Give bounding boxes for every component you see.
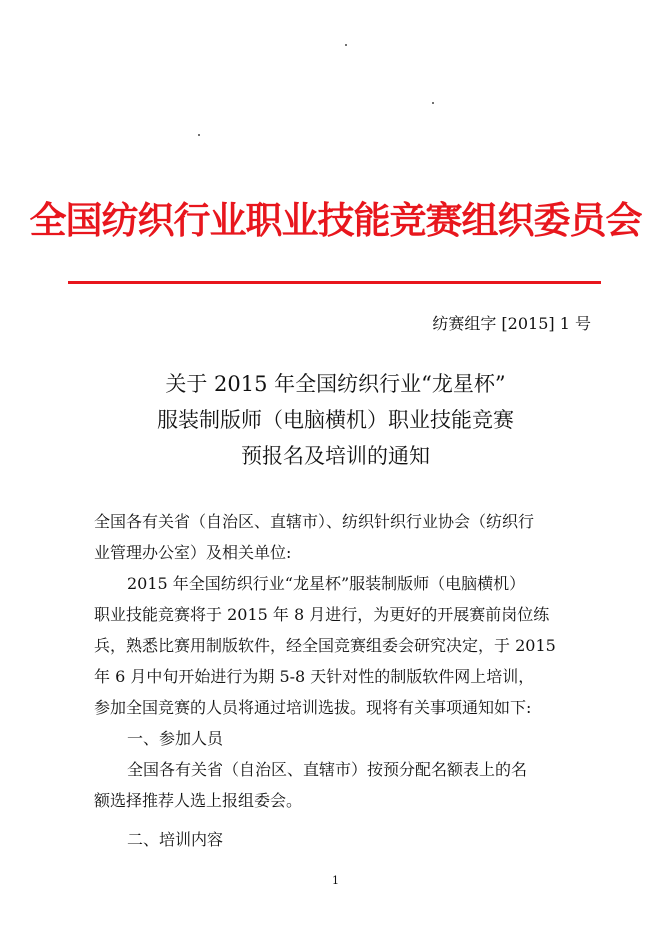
scan-speck: [345, 44, 347, 46]
title-line-2: 服装制版师（电脑横机）职业技能竞赛: [157, 408, 514, 432]
paragraph-line: 年 6 月中旬开始进行为期 5-8 天针对性的制版软件网上培训，: [94, 667, 535, 686]
issuing-organization-header: 全国纺织行业职业技能竞赛组织委员会: [29, 199, 642, 242]
scan-speck: [432, 102, 434, 104]
document-title: [0, 366, 671, 474]
title-line-1: 关于 2015 年全国纺织行业“龙星杯”: [165, 372, 506, 396]
document-body: [94, 506, 599, 855]
paragraph-line: 职业技能竞赛将于 2015 年 8 月进行，为更好的开展赛前岗位练: [94, 605, 550, 624]
salutation-line-1: 全国各有关省（自治区、直辖市）、纺织针织行业协会（纺织行: [94, 512, 535, 531]
paragraph-line: 参加全国竞赛的人员将通过培训选拔。现将有关事项通知如下:: [94, 698, 532, 717]
paragraph-line: 兵，熟悉比赛用制版软件，经全国竞赛组委会研究决定，于 2015: [94, 636, 556, 655]
salutation-line-2: 业管理办公室）及相关单位:: [94, 543, 292, 562]
document-number: 纺赛组字 [2015] 1 号: [432, 314, 591, 333]
paragraph-line: 2015 年全国纺织行业“龙星杯”服装制版师（电脑横机）: [127, 574, 526, 593]
section-heading-training-content: 二、培训内容: [127, 830, 224, 849]
paragraph-line: 全国各有关省（自治区、直辖市）按预分配名额表上的名: [127, 760, 528, 779]
scan-speck: [198, 134, 200, 136]
title-line-3: 预报名及培训的通知: [241, 444, 430, 468]
paragraph-line: 额选择推荐人选上报组委会。: [94, 791, 303, 810]
section-heading-participants: 一、参加人员: [127, 729, 224, 748]
header-red-rule: [68, 281, 601, 284]
page-number: 1: [332, 874, 339, 887]
